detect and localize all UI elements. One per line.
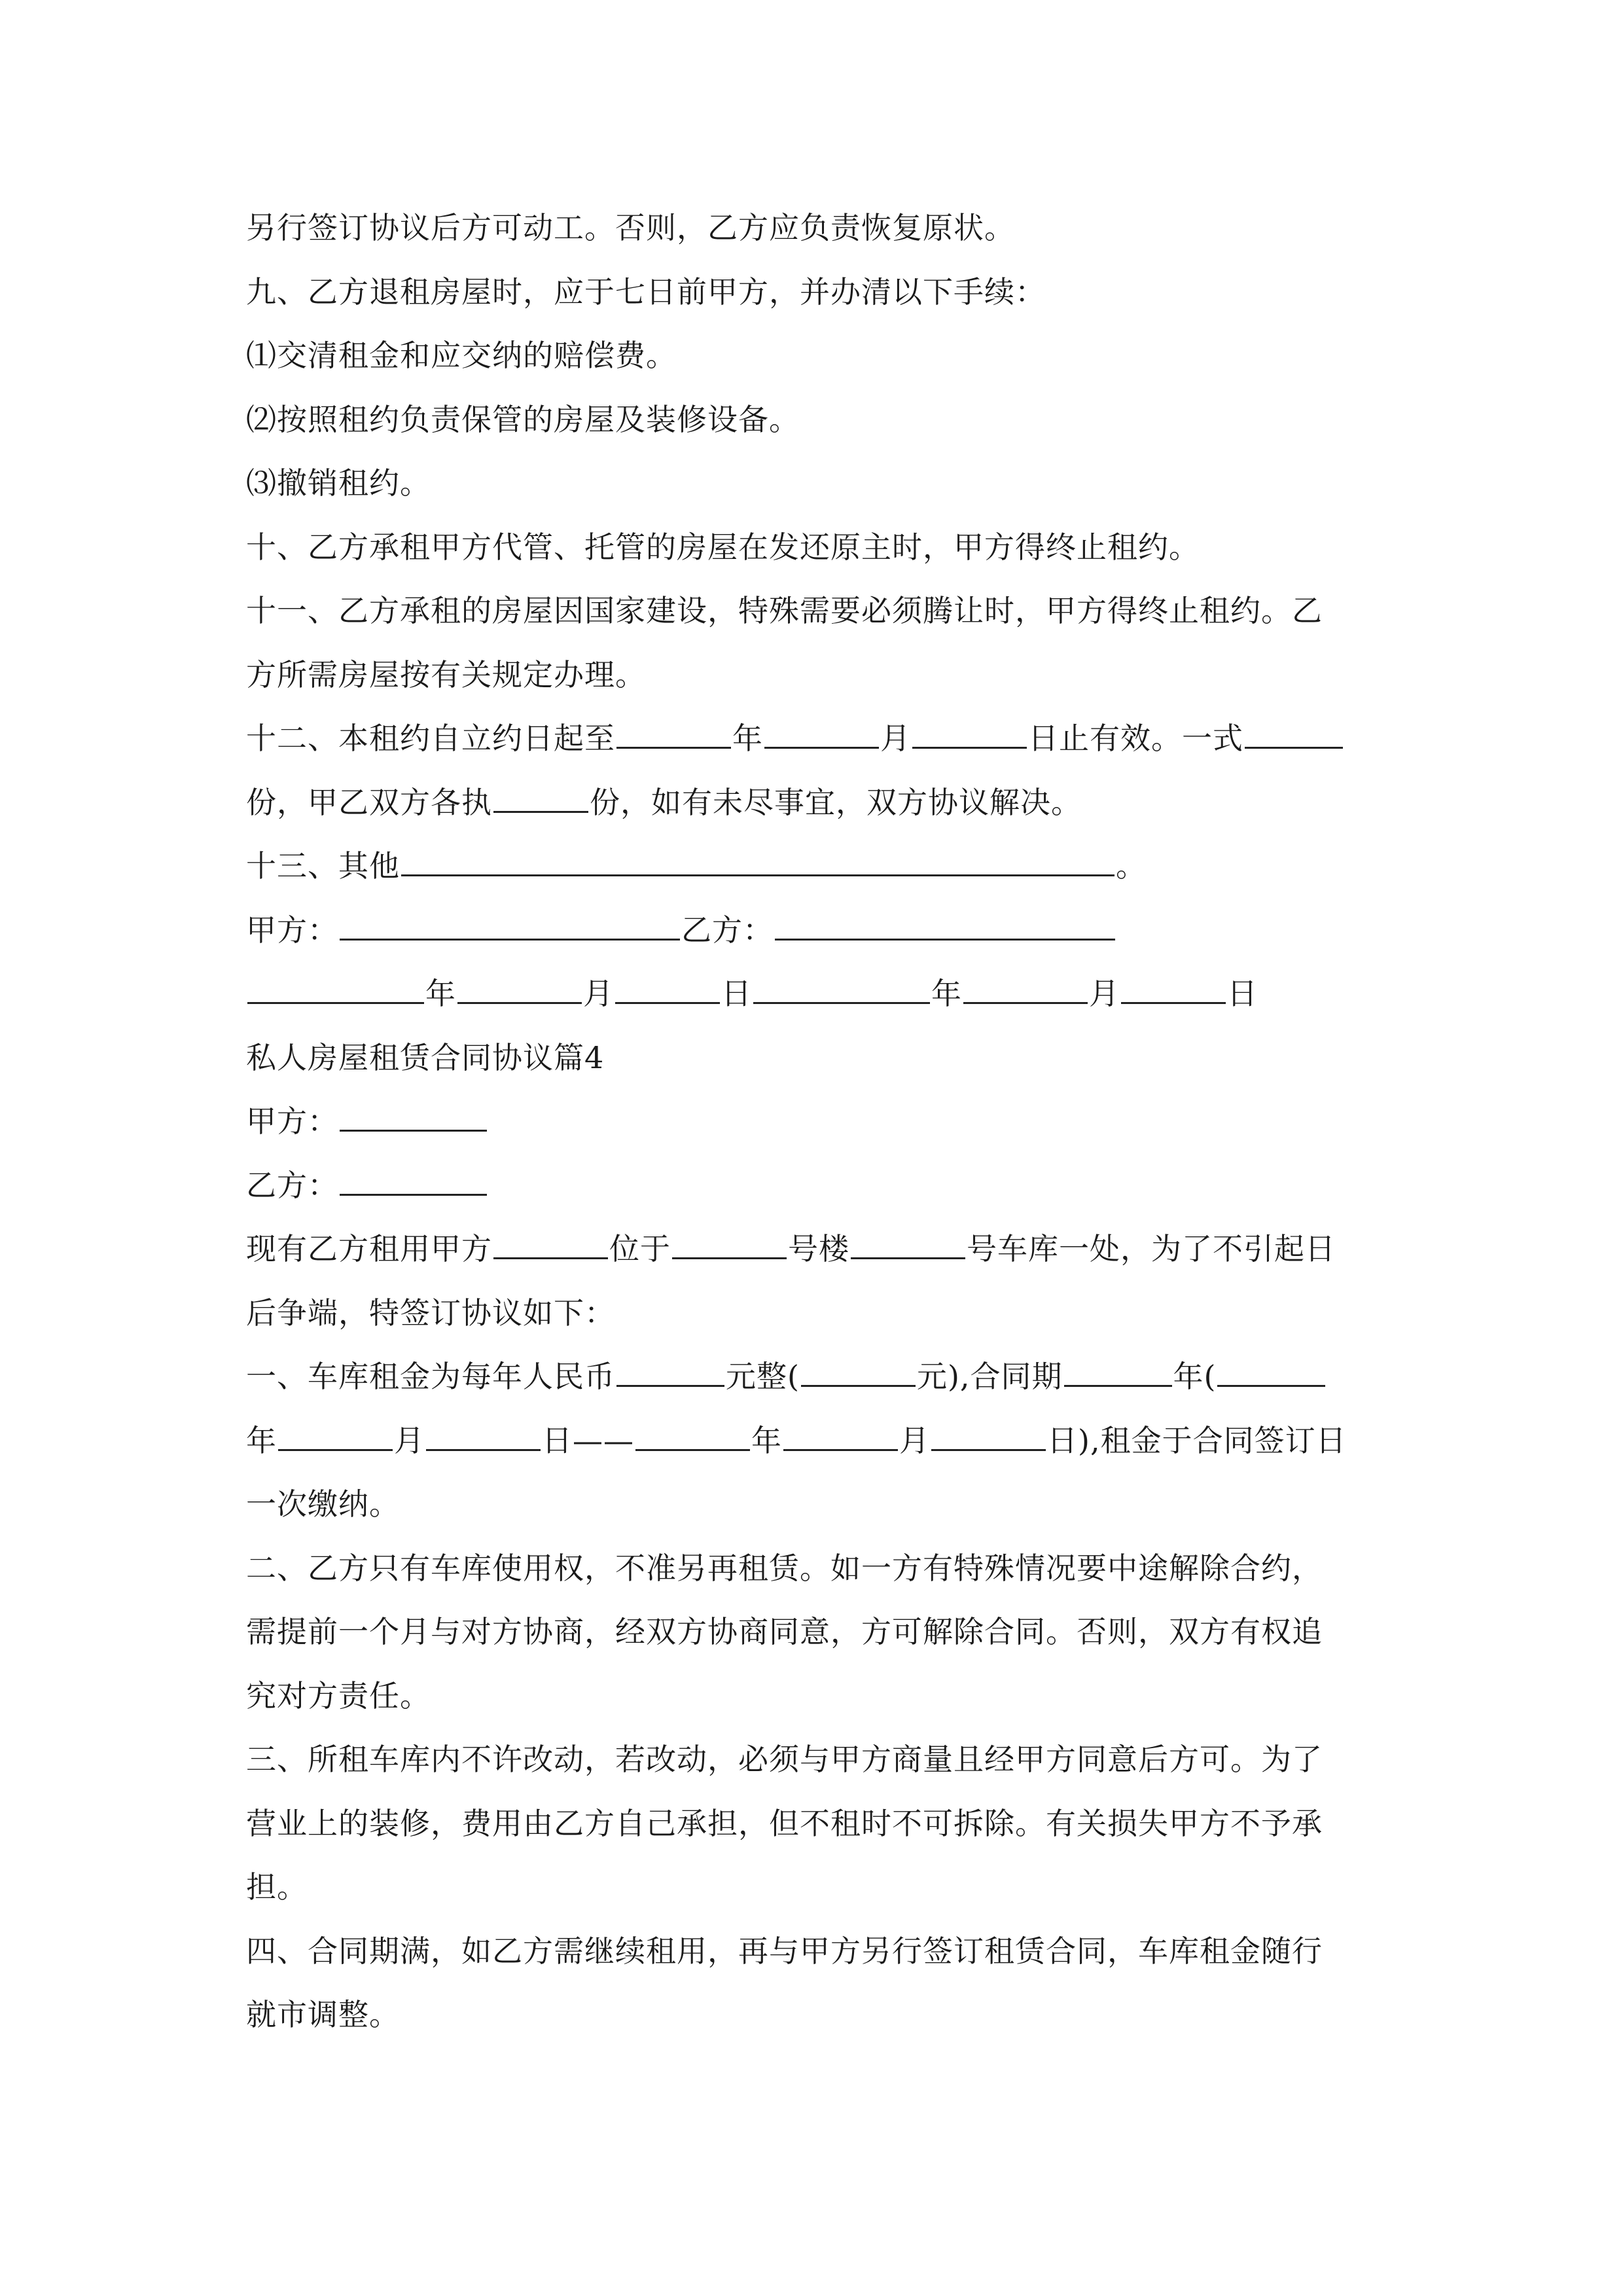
fill-in-blank (1217, 1354, 1325, 1387)
text-segment: 甲方： (246, 912, 338, 948)
fill-in-blank (278, 1418, 393, 1451)
text-line: 四、合同期满，如乙方需继续租用，再与甲方另行签订租赁合同，车库租金随行 (246, 1933, 1323, 1969)
text-segment: 乙方： (246, 1167, 338, 1203)
text-segment: 现有乙方租用甲方 (246, 1231, 492, 1266)
fill-in-blank (616, 1354, 724, 1387)
text-segment: 号车库一处，为了不引起日 (967, 1231, 1336, 1266)
text-segment: 月 (880, 721, 911, 756)
fill-in-blank (340, 1162, 487, 1196)
text-segment: 号楼 (788, 1231, 849, 1266)
text-line: ⑶撤销租约。 (246, 465, 431, 501)
text-line: 究对方责任。 (246, 1677, 431, 1713)
text-segment: 元整( (726, 1359, 800, 1394)
text-line: 需提前一个月与对方协商，经双方协商同意，方可解除合同。否则，双方有权追 (246, 1614, 1323, 1649)
fill-in-blank (457, 971, 582, 1004)
text-line (246, 899, 1385, 963)
text-line (246, 1345, 1385, 1409)
text-line: 私人房屋租赁合同协议篇4 (246, 1039, 605, 1075)
fill-in-blank (615, 971, 720, 1004)
fill-in-blank (931, 1418, 1046, 1451)
text-segment: 日 (721, 976, 752, 1011)
text-segment: 甲方： (246, 1103, 338, 1139)
fill-in-blank (1064, 1354, 1172, 1387)
text-segment: 乙方： (681, 912, 774, 948)
document-body (246, 196, 1385, 2047)
fill-in-blank (775, 907, 1115, 941)
text-segment: 元),合同期 (916, 1359, 1063, 1394)
text-segment: 一、车库租金为每年人民币 (246, 1359, 615, 1394)
text-line (246, 771, 1385, 835)
text-line: 就市调整。 (246, 1997, 400, 2032)
text-segment: 份，如有未尽事宜，双方协议解决。 (590, 784, 1082, 820)
text-segment: 年 (425, 976, 456, 1011)
fill-in-blank (753, 971, 930, 1004)
text-line (246, 1217, 1385, 1282)
text-segment: 月 (1089, 976, 1120, 1011)
text-segment: 年( (1173, 1359, 1217, 1394)
fill-in-blank (672, 1226, 787, 1259)
fill-in-blank (616, 715, 731, 749)
text-segment: 月 (394, 1422, 425, 1458)
text-segment: 十二、本租约自立约日起至 (246, 721, 615, 756)
text-segment: 年 (246, 1422, 277, 1458)
fill-in-blank (340, 907, 680, 941)
fill-in-blank (783, 1418, 898, 1451)
fill-in-blank (1245, 715, 1343, 749)
fill-in-blank (1121, 971, 1226, 1004)
text-line (246, 962, 1385, 1026)
text-line: 方所需房屋按有关规定办理。 (246, 656, 646, 692)
text-line: 十、乙方承租甲方代管、托管的房屋在发还原主时，甲方得终止租约。 (246, 529, 1200, 565)
text-segment: 月 (583, 976, 614, 1011)
text-line: 另行签订协议后方可动工。否则，乙方应负责恢复原状。 (246, 210, 1015, 245)
text-line (246, 707, 1385, 771)
text-segment: 年 (732, 721, 763, 756)
fill-in-blank (247, 971, 424, 1004)
text-segment: 位于 (609, 1231, 671, 1266)
text-line (246, 1409, 1385, 1473)
text-line: 营业上的装修，费用由乙方自己承担，但不租时不可拆除。有关损失甲方不予承 (246, 1805, 1323, 1841)
fill-in-blank (912, 715, 1027, 749)
text-line (246, 1090, 1385, 1154)
fill-in-blank (493, 1226, 608, 1259)
fill-in-blank (764, 715, 879, 749)
fill-in-blank (851, 1226, 965, 1259)
text-segment: 日),租金于合同签订日 (1047, 1422, 1347, 1458)
text-segment: 日 (1227, 976, 1258, 1011)
text-line: 担。 (246, 1869, 308, 1905)
fill-in-blank (635, 1418, 750, 1451)
text-line: 二、乙方只有车库使用权，不准另再租赁。如一方有特殊情况要中途解除合约， (246, 1550, 1323, 1586)
text-segment: 份，甲乙双方各执 (246, 784, 492, 820)
text-line: 九、乙方退租房屋时，应于七日前甲方，并办清以下手续： (246, 274, 1046, 310)
text-line: 一次缴纳。 (246, 1486, 400, 1522)
text-line: 三、所租车库内不许改动，若改动，必须与甲方商量且经甲方同意后方可。为了 (246, 1742, 1323, 1777)
text-line: 十一、乙方承租的房屋因国家建设，特殊需要必须腾让时，甲方得终止租约。乙 (246, 593, 1323, 628)
text-segment: 日止有效。一式 (1028, 721, 1243, 756)
text-line: 后争端，特签订协议如下： (246, 1295, 615, 1331)
fill-in-blank (401, 843, 1115, 876)
fill-in-blank (493, 780, 588, 813)
text-segment: 十三、其他 (246, 848, 400, 884)
fill-in-blank (801, 1354, 916, 1387)
text-line (246, 1154, 1385, 1218)
text-segment: 年 (751, 1422, 782, 1458)
text-line: ⑵按照租约负责保管的房屋及装修设备。 (246, 401, 800, 437)
text-line (246, 834, 1385, 899)
text-segment: 月 (899, 1422, 930, 1458)
fill-in-blank (426, 1418, 541, 1451)
text-segment: 日—— (542, 1422, 634, 1458)
fill-in-blank (340, 1098, 487, 1132)
text-line: ⑴交清租金和应交纳的赔偿费。 (246, 338, 677, 373)
fill-in-blank (963, 971, 1088, 1004)
text-segment: 年 (931, 976, 962, 1011)
text-segment: 。 (1116, 848, 1147, 884)
